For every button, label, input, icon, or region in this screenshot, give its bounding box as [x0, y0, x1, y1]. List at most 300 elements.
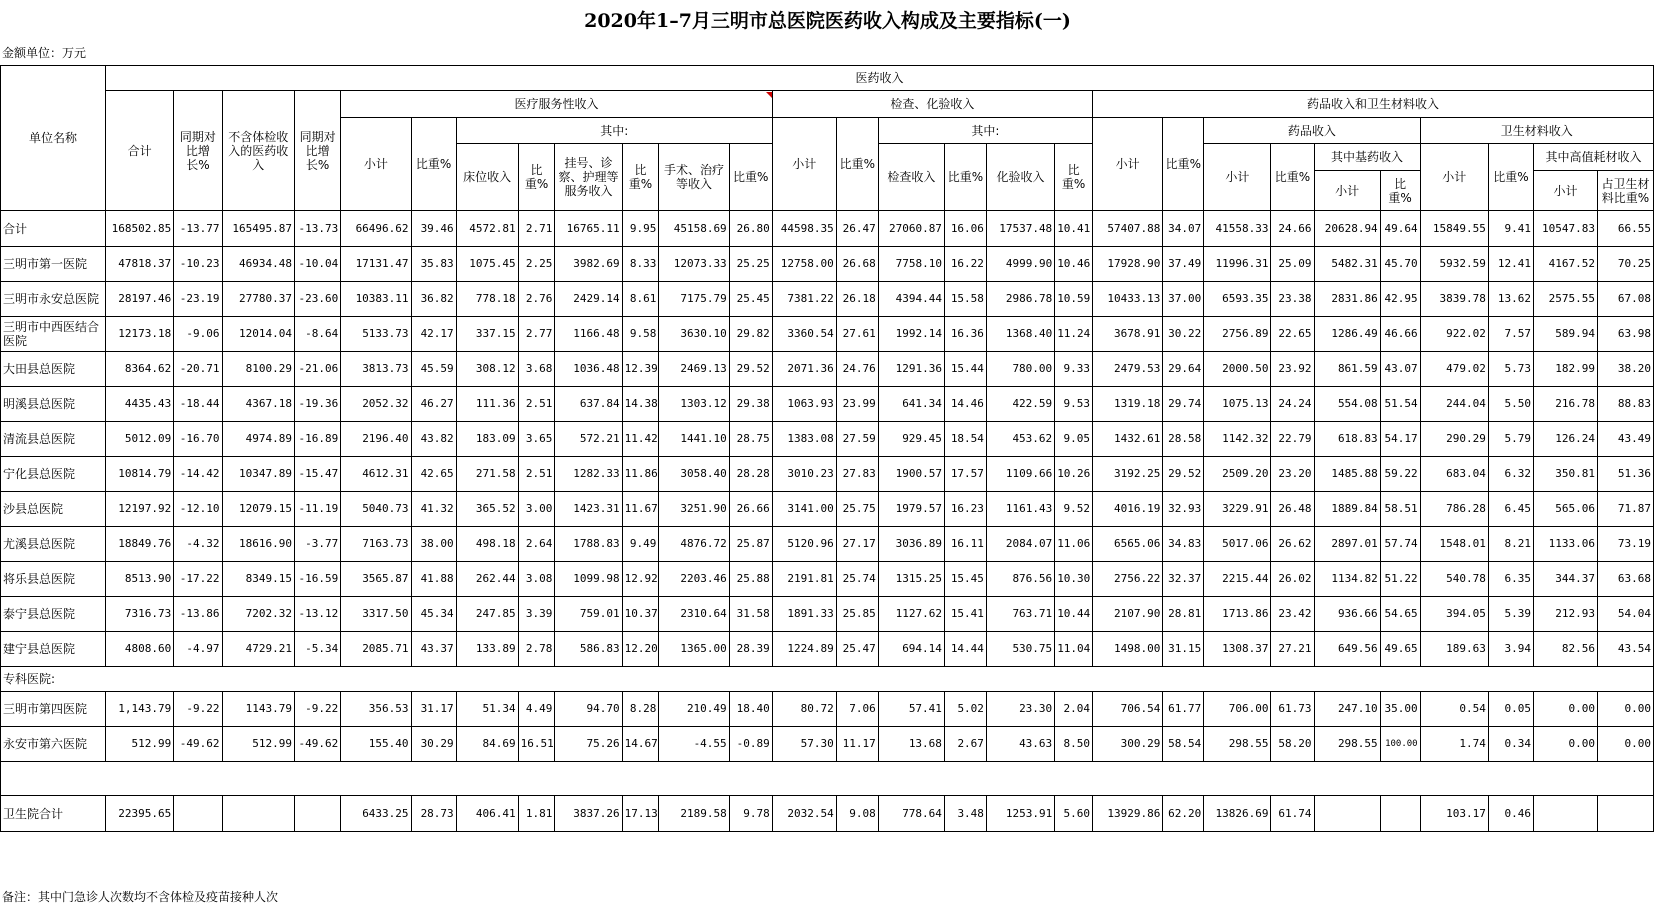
table-cell: 45.34: [411, 597, 456, 632]
table-cell: 11.86: [622, 457, 659, 492]
table-cell: -9.22: [295, 692, 341, 727]
table-cell: 3141.00: [772, 492, 836, 527]
table-cell: 778.18: [456, 282, 518, 317]
table-cell: 876.56: [986, 562, 1054, 597]
table-cell: 2196.40: [341, 422, 411, 457]
table-cell: 43.82: [411, 422, 456, 457]
table-cell: 512.99: [222, 727, 294, 762]
table-cell: 11.67: [622, 492, 659, 527]
table-cell: 1,143.79: [106, 692, 174, 727]
row-unit-name: 宁化县总医院: [1, 457, 106, 492]
table-cell: 1.81: [518, 796, 555, 832]
table-cell: 10433.13: [1092, 282, 1162, 317]
table-cell: 11.06: [1055, 527, 1093, 562]
header-lab: 化验收入: [986, 144, 1054, 211]
table-cell: 23.92: [1271, 352, 1314, 387]
table-cell: 16.51: [518, 727, 555, 762]
table-cell: 10.41: [1055, 211, 1093, 247]
header-surgery-ratio: 比重%: [729, 144, 772, 211]
table-cell: 45.70: [1380, 247, 1420, 282]
table-cell: 936.66: [1314, 597, 1380, 632]
table-cell: 26.47: [836, 211, 878, 247]
table-cell: 2189.58: [659, 796, 729, 832]
table-cell: 43.49: [1598, 422, 1654, 457]
table-cell: 100.00: [1380, 727, 1420, 762]
table-cell: 32.93: [1163, 492, 1204, 527]
table-cell: 27.21: [1271, 632, 1314, 667]
row-unit-name: 泰宁县总医院: [1, 597, 106, 632]
table-cell: 189.63: [1420, 632, 1488, 667]
table-cell: 51.34: [456, 692, 518, 727]
table-cell: 126.24: [1533, 422, 1597, 457]
table-cell: 51.54: [1380, 387, 1420, 422]
table-cell: 1368.40: [986, 317, 1054, 352]
table-cell: 8100.29: [222, 352, 294, 387]
table-cell: 3837.26: [555, 796, 622, 832]
table-cell: -16.89: [295, 422, 341, 457]
table-cell: -14.42: [174, 457, 222, 492]
table-cell: 4367.18: [222, 387, 294, 422]
section-row: [1, 667, 1654, 692]
table-cell: 168502.85: [106, 211, 174, 247]
table-cell: 49.65: [1380, 632, 1420, 667]
table-cell: 36.82: [411, 282, 456, 317]
table-cell: 16.06: [944, 211, 986, 247]
table-cell: 1286.49: [1314, 317, 1380, 352]
table-cell: 29.82: [729, 317, 772, 352]
table-cell: 2756.22: [1092, 562, 1162, 597]
table-cell: 2071.36: [772, 352, 836, 387]
table-cell: 7758.10: [878, 247, 944, 282]
table-cell: 3.39: [518, 597, 555, 632]
row-unit-name: 大田县总医院: [1, 352, 106, 387]
table-cell: 15.58: [944, 282, 986, 317]
header-yoy-growth-2: 同期对比增长%: [295, 91, 341, 211]
table-cell: 2203.46: [659, 562, 729, 597]
table-cell: 216.78: [1533, 387, 1597, 422]
table-cell: -10.04: [295, 247, 341, 282]
table-cell: 8.33: [622, 247, 659, 282]
header-pharma-income: 医药收入: [106, 66, 1654, 91]
table-cell: 0.00: [1533, 692, 1597, 727]
table-cell: 28197.46: [106, 282, 174, 317]
table-cell: 2.51: [518, 387, 555, 422]
table-cell: 63.68: [1598, 562, 1654, 597]
table-cell: 298.55: [1204, 727, 1271, 762]
table-cell: 42.17: [411, 317, 456, 352]
table-cell: 10.46: [1055, 247, 1093, 282]
table-cell: 618.83: [1314, 422, 1380, 457]
table-cell: 1282.33: [555, 457, 622, 492]
table-cell: -4.97: [174, 632, 222, 667]
table-cell: 27780.37: [222, 282, 294, 317]
table-cell: 75.26: [555, 727, 622, 762]
table-cell: 26.18: [836, 282, 878, 317]
table-cell: 37.49: [1163, 247, 1204, 282]
table-cell: 1900.57: [878, 457, 944, 492]
table-cell: 7316.73: [106, 597, 174, 632]
table-cell: 58.54: [1163, 727, 1204, 762]
table-cell: 572.21: [555, 422, 622, 457]
table-row: [1, 387, 1654, 422]
table-cell: 540.78: [1420, 562, 1488, 597]
table-cell: 10.26: [1055, 457, 1093, 492]
table-cell: 133.89: [456, 632, 518, 667]
table-cell: 3678.91: [1092, 317, 1162, 352]
table-cell: 165495.87: [222, 211, 294, 247]
table-cell: 1142.32: [1204, 422, 1271, 457]
table-cell: 24.24: [1271, 387, 1314, 422]
table-cell: 8.50: [1055, 727, 1093, 762]
table-cell: 25.88: [729, 562, 772, 597]
table-cell: 4876.72: [659, 527, 729, 562]
table-cell: 1075.45: [456, 247, 518, 282]
table-cell: 16.23: [944, 492, 986, 527]
table-cell: 22.65: [1271, 317, 1314, 352]
table-cell: 929.45: [878, 422, 944, 457]
table-cell: 2.67: [944, 727, 986, 762]
table-cell: 34.83: [1163, 527, 1204, 562]
table-cell: 1485.88: [1314, 457, 1380, 492]
table-cell: 861.59: [1314, 352, 1380, 387]
table-cell: 3036.89: [878, 527, 944, 562]
table-cell: 9.58: [622, 317, 659, 352]
table-cell: 28.39: [729, 632, 772, 667]
table-cell: 2.25: [518, 247, 555, 282]
table-cell: 22.79: [1271, 422, 1314, 457]
table-cell: 47818.37: [106, 247, 174, 282]
table-cell: 27.83: [836, 457, 878, 492]
header-drug: 药品收入: [1204, 118, 1420, 144]
table-cell: 4572.81: [456, 211, 518, 247]
table-cell: 183.09: [456, 422, 518, 457]
table-cell: 14.44: [944, 632, 986, 667]
table-cell: 155.40: [341, 727, 411, 762]
table-cell: -12.10: [174, 492, 222, 527]
table-cell: 3360.54: [772, 317, 836, 352]
table-cell: -16.59: [295, 562, 341, 597]
table-cell: 706.54: [1092, 692, 1162, 727]
table-cell: 12173.18: [106, 317, 174, 352]
table-cell: 9.53: [1055, 387, 1093, 422]
table-cell: 7175.79: [659, 282, 729, 317]
table-cell: 73.19: [1598, 527, 1654, 562]
table-cell: 2479.53: [1092, 352, 1162, 387]
table-cell: 2215.44: [1204, 562, 1271, 597]
table-cell: 2.77: [518, 317, 555, 352]
table-cell: 247.85: [456, 597, 518, 632]
table-cell: 3630.10: [659, 317, 729, 352]
header-ms-ratio: 比重%: [411, 118, 456, 211]
header-high-value-subtotal: 小计: [1533, 171, 1597, 211]
table-cell: 1099.98: [555, 562, 622, 597]
table-cell: 3.08: [518, 562, 555, 597]
table-cell: -49.62: [174, 727, 222, 762]
header-surgery: 手术、治疗等收入: [659, 144, 729, 211]
table-cell: 2310.64: [659, 597, 729, 632]
table-cell: 46934.48: [222, 247, 294, 282]
table-cell: 5133.73: [341, 317, 411, 352]
table-row: [1, 692, 1654, 727]
table-cell: 45.59: [411, 352, 456, 387]
header-exam-lab: 检查、化验收入: [772, 91, 1092, 118]
header-essential-subtotal: 小计: [1314, 171, 1380, 211]
table-cell: 31.15: [1163, 632, 1204, 667]
table-cell: 586.83: [555, 632, 622, 667]
table-cell: 1432.61: [1092, 422, 1162, 457]
table-cell: 1303.12: [659, 387, 729, 422]
header-total: 合计: [106, 91, 174, 211]
table-cell: 2084.07: [986, 527, 1054, 562]
header-material: 卫生材料收入: [1420, 118, 1653, 144]
row-unit-name: 明溪县总医院: [1, 387, 106, 422]
table-cell: 9.95: [622, 211, 659, 247]
table-cell: 17.13: [622, 796, 659, 832]
table-cell: -13.86: [174, 597, 222, 632]
table-cell: 13826.69: [1204, 796, 1271, 832]
header-material-share: 占卫生材料比重%: [1598, 171, 1654, 211]
table-cell: -21.06: [295, 352, 341, 387]
table-cell: -19.36: [295, 387, 341, 422]
table-cell: 61.74: [1271, 796, 1314, 832]
table-cell: 12014.04: [222, 317, 294, 352]
table-cell: 5.02: [944, 692, 986, 727]
table-cell: 28.73: [411, 796, 456, 832]
blank-cell: [1, 762, 1654, 796]
footnote: 备注：其中门急诊人次数均不含体检及疫苗接种人次: [2, 890, 279, 904]
table-cell: 4808.60: [106, 632, 174, 667]
table-cell: 25.09: [1271, 247, 1314, 282]
table-cell: 35.00: [1380, 692, 1420, 727]
header-el-ratio: 比重%: [836, 118, 878, 211]
table-cell: 25.74: [836, 562, 878, 597]
table-cell: 8364.62: [106, 352, 174, 387]
table-cell: 1315.25: [878, 562, 944, 597]
table-cell: 11.04: [1055, 632, 1093, 667]
table-row: [1, 492, 1654, 527]
table-cell: 31.58: [729, 597, 772, 632]
table-cell: 57.30: [772, 727, 836, 762]
table-cell: 2831.86: [1314, 282, 1380, 317]
table-cell: [1314, 796, 1380, 832]
table-cell: 5120.96: [772, 527, 836, 562]
table-cell: 1383.08: [772, 422, 836, 457]
table-cell: 12.92: [622, 562, 659, 597]
table-cell: 0.00: [1598, 692, 1654, 727]
table-cell: 479.02: [1420, 352, 1488, 387]
section-label: 专科医院:: [1, 667, 106, 692]
table-cell: 11.42: [622, 422, 659, 457]
table-cell: 1319.18: [1092, 387, 1162, 422]
table-cell: 8.61: [622, 282, 659, 317]
table-cell: 2575.55: [1533, 282, 1597, 317]
row-unit-name: 三明市第四医院: [1, 692, 106, 727]
header-exam-ratio: 比重%: [944, 144, 986, 211]
table-cell: 10.44: [1055, 597, 1093, 632]
table-cell: 565.06: [1533, 492, 1597, 527]
table-row: [1, 352, 1654, 387]
table-cell: 641.34: [878, 387, 944, 422]
table-cell: 1441.10: [659, 422, 729, 457]
table-cell: 14.46: [944, 387, 986, 422]
table-cell: 12.41: [1488, 247, 1533, 282]
row-unit-name: 建宁县总医院: [1, 632, 106, 667]
table-cell: 2000.50: [1204, 352, 1271, 387]
table-cell: -23.60: [295, 282, 341, 317]
table-cell: 6593.35: [1204, 282, 1271, 317]
table-cell: 29.38: [729, 387, 772, 422]
table-cell: 1036.48: [555, 352, 622, 387]
table-cell: 262.44: [456, 562, 518, 597]
table-cell: 38.00: [411, 527, 456, 562]
table-cell: 16.36: [944, 317, 986, 352]
table-cell: -5.34: [295, 632, 341, 667]
table-cell: 16765.11: [555, 211, 622, 247]
header-bed: 床位收入: [456, 144, 518, 211]
header-essential-drug: 其中基药收入: [1314, 144, 1420, 171]
table-cell: 29.52: [729, 352, 772, 387]
table-cell: -3.77: [295, 527, 341, 562]
table-cell: 1063.93: [772, 387, 836, 422]
table-cell: 54.65: [1380, 597, 1420, 632]
table-cell: -11.19: [295, 492, 341, 527]
table-cell: 2509.20: [1204, 457, 1271, 492]
table-cell: 8.21: [1488, 527, 1533, 562]
table-cell: 14.38: [622, 387, 659, 422]
table-cell: 28.81: [1163, 597, 1204, 632]
table-cell: 63.98: [1598, 317, 1654, 352]
table-cell: 4974.89: [222, 422, 294, 457]
table-row: [1, 282, 1654, 317]
table-cell: 46.27: [411, 387, 456, 422]
table-cell: 22395.65: [106, 796, 174, 832]
table-cell: -8.64: [295, 317, 341, 352]
table-cell: 2.64: [518, 527, 555, 562]
table-cell: 7202.32: [222, 597, 294, 632]
table-cell: 453.62: [986, 422, 1054, 457]
table-cell: 1889.84: [1314, 492, 1380, 527]
table-cell: 82.56: [1533, 632, 1597, 667]
table-cell: 2032.54: [772, 796, 836, 832]
table-cell: 3192.25: [1092, 457, 1162, 492]
table-cell: 3010.23: [772, 457, 836, 492]
table-cell: 45158.69: [659, 211, 729, 247]
table-cell: 5040.73: [341, 492, 411, 527]
table-cell: 11.17: [836, 727, 878, 762]
header-bed-ratio: 比重%: [518, 144, 555, 211]
table-cell: 3.68: [518, 352, 555, 387]
table-cell: -13.12: [295, 597, 341, 632]
table-cell: 15849.55: [1420, 211, 1488, 247]
table-cell: 25.85: [836, 597, 878, 632]
table-cell: 38.20: [1598, 352, 1654, 387]
table-cell: 4394.44: [878, 282, 944, 317]
table-cell: 26.62: [1271, 527, 1314, 562]
table-cell: 210.49: [659, 692, 729, 727]
table-cell: 4612.31: [341, 457, 411, 492]
table-cell: 298.55: [1314, 727, 1380, 762]
table-cell: 103.17: [1420, 796, 1488, 832]
table-cell: 694.14: [878, 632, 944, 667]
table-cell: 182.99: [1533, 352, 1597, 387]
table-cell: 43.07: [1380, 352, 1420, 387]
table-cell: 3813.73: [341, 352, 411, 387]
table-cell: 58.20: [1271, 727, 1314, 762]
table-cell: 300.29: [1092, 727, 1162, 762]
table-cell: 1498.00: [1092, 632, 1162, 667]
table-cell: 3058.40: [659, 457, 729, 492]
table-cell: 84.69: [456, 727, 518, 762]
table-cell: 706.00: [1204, 692, 1271, 727]
table-cell: 26.66: [729, 492, 772, 527]
table-cell: 308.12: [456, 352, 518, 387]
table-cell: 27.61: [836, 317, 878, 352]
table-cell: 29.74: [1163, 387, 1204, 422]
table-cell: 7.57: [1488, 317, 1533, 352]
table-cell: 3251.90: [659, 492, 729, 527]
table-cell: 1253.91: [986, 796, 1054, 832]
table-cell: 5482.31: [1314, 247, 1380, 282]
table-cell: 1133.06: [1533, 527, 1597, 562]
table-cell: -13.73: [295, 211, 341, 247]
table-row: [1, 796, 1654, 832]
table-cell: 49.64: [1380, 211, 1420, 247]
table-cell: -9.06: [174, 317, 222, 352]
table-cell: 271.58: [456, 457, 518, 492]
table-cell: 2756.89: [1204, 317, 1271, 352]
table-cell: 10547.83: [1533, 211, 1597, 247]
table-cell: 26.80: [729, 211, 772, 247]
table-cell: 34.07: [1163, 211, 1204, 247]
table-cell: 11996.31: [1204, 247, 1271, 282]
table-cell: 1979.57: [878, 492, 944, 527]
table-cell: 25.75: [836, 492, 878, 527]
table-cell: 4999.90: [986, 247, 1054, 282]
table-row: [1, 727, 1654, 762]
table-cell: 5.60: [1055, 796, 1093, 832]
table-cell: 4167.52: [1533, 247, 1597, 282]
table-cell: [174, 796, 222, 832]
table-cell: 7381.22: [772, 282, 836, 317]
table-cell: 28.75: [729, 422, 772, 457]
table-cell: 31.17: [411, 692, 456, 727]
table-cell: 94.70: [555, 692, 622, 727]
header-el-subtotal: 小计: [772, 118, 836, 211]
table-cell: 2107.90: [1092, 597, 1162, 632]
table-cell: 5932.59: [1420, 247, 1488, 282]
row-unit-name: 三明市中西医结合医院: [1, 317, 106, 352]
table-cell: 10814.79: [106, 457, 174, 492]
table-cell: 9.08: [836, 796, 878, 832]
table-cell: 67.08: [1598, 282, 1654, 317]
table-cell: -4.32: [174, 527, 222, 562]
table-cell: 23.99: [836, 387, 878, 422]
table-cell: 0.46: [1488, 796, 1533, 832]
table-cell: 23.20: [1271, 457, 1314, 492]
header-medical-service: 医疗服务性收入: [341, 91, 773, 118]
table-cell: 12079.15: [222, 492, 294, 527]
table-cell: 637.84: [555, 387, 622, 422]
row-unit-name: 永安市第六医院: [1, 727, 106, 762]
table-cell: 1161.43: [986, 492, 1054, 527]
table-cell: 14.67: [622, 727, 659, 762]
table-cell: 5017.06: [1204, 527, 1271, 562]
table-cell: 244.04: [1420, 387, 1488, 422]
table-cell: [1533, 796, 1597, 832]
table-cell: 780.00: [986, 352, 1054, 387]
table-cell: 1224.89: [772, 632, 836, 667]
table-cell: 16.22: [944, 247, 986, 282]
